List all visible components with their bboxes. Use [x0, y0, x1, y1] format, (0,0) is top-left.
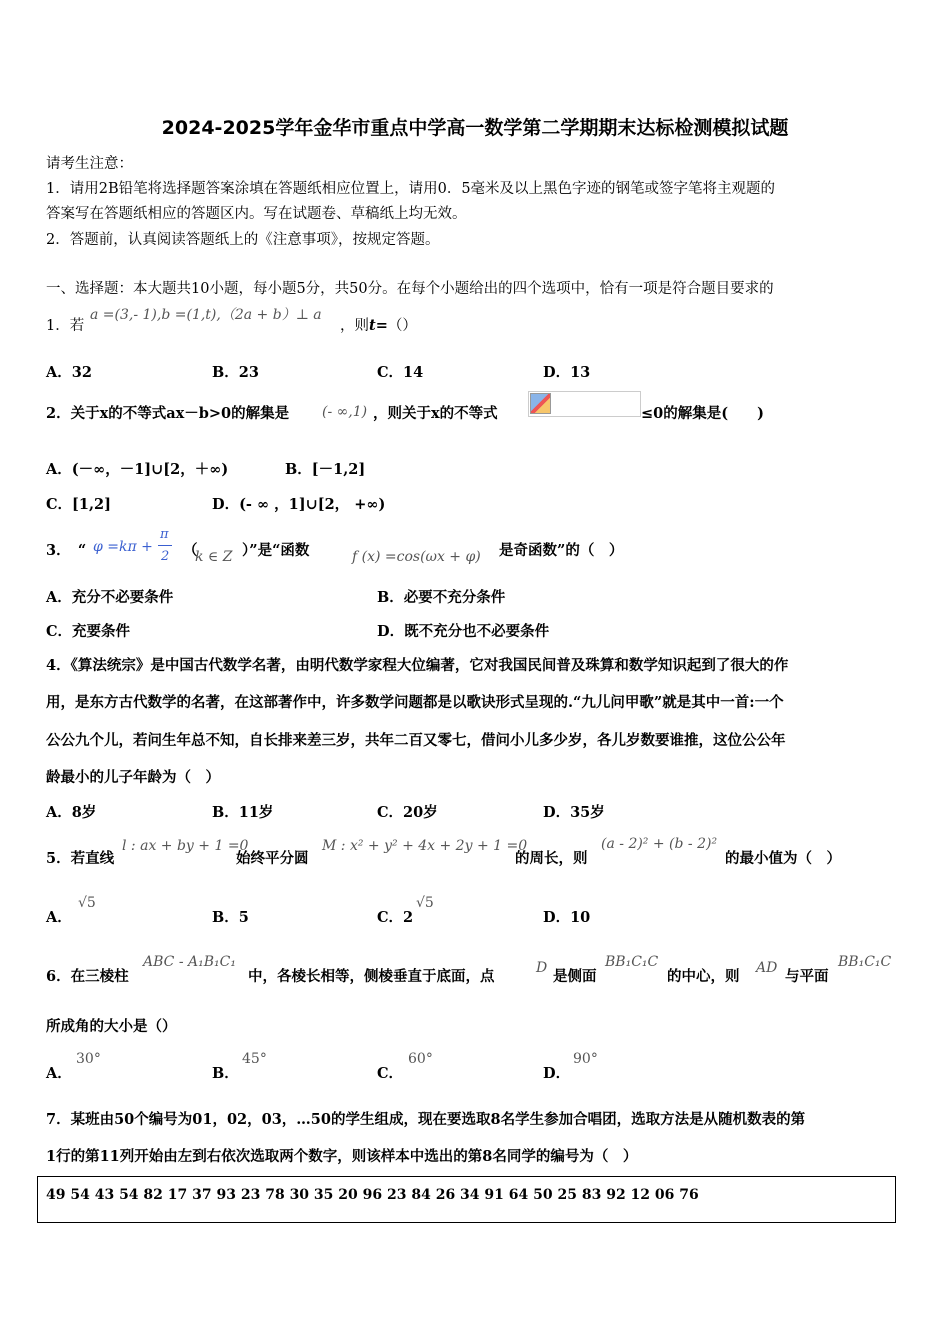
q5-mid: 始终平分圆 [236, 850, 309, 867]
q6-ad: AD [756, 960, 778, 976]
q5-prefix: 5．若直线 [46, 850, 115, 867]
table-row [38, 1177, 896, 1223]
q1-math: a =(3,- 1),b =(1,t),（2a + b）⊥ a [90, 307, 322, 323]
notice-line-2: 2．答题前，认真阅读答题纸上的《注意事项》，按规定答题。 [46, 232, 440, 248]
q5-circle-eq: M : x² + y² + 4x + 2y + 1 =0 [322, 838, 528, 854]
q3-func: f (x) =cos(ωx + φ) [352, 549, 481, 565]
q4-option-d: D．35岁 [543, 804, 605, 821]
q6-line-2: 所成角的大小是（） [46, 1018, 177, 1035]
q1-suffix-text: ，则 [340, 318, 369, 334]
q2-text-b: ，则关于x的不等式 [373, 405, 498, 422]
q7-line-1: 7．某班由50个编号为01，02，03，…50的学生组成，现在要选取8名学生参加合唱团，选取方法是从随机数表的第 [46, 1111, 806, 1128]
q6-face: BB₁C₁C [605, 954, 659, 970]
q6-option-d: D． [543, 1065, 571, 1082]
q6-option-d-angle: 90° [573, 1051, 598, 1067]
q2-option-c: C．[1,2] [46, 496, 111, 513]
q5-expr: (a - 2)² + (b - 2)² [601, 836, 718, 852]
notice-line-1a: 1．请用2B铅笔将选择题答案涂填在答题纸相应位置上，请用0．5毫米及以上黑色字迹的钢笔或签字笔将主观题的 [46, 181, 776, 197]
q4-option-c: C．20岁 [377, 804, 438, 821]
q3-suffix: 是奇函数”的（ ） [499, 542, 624, 559]
notice-line-1b: 答案写在答题纸相应的答题区内。写在试题卷、草稿纸上均无效。 [46, 206, 467, 222]
q4-line-3: 公公九个儿，若问生年总不知，自长排来差三岁，共年二百又零七，借问小儿多少岁，各儿岁数要谁推，这位公公年 [46, 732, 786, 749]
notice-heading: 请考生注意： [46, 156, 133, 172]
q6-option-b-angle: 45° [242, 1051, 267, 1067]
image-placeholder-icon [530, 393, 551, 414]
q4-line-2: 用，是东方古代数学的名著，在这部著作中，许多数学问题都是以歌诀形式呈现的.“九儿问甲歌”就是其中一首:一个 [46, 694, 784, 711]
q4-option-a: A．8岁 [46, 804, 97, 821]
q4-option-b: B．11岁 [212, 804, 274, 821]
q5-line-eq: l : ax + by + 1 =0 [122, 838, 249, 854]
q5-option-d: D．10 [543, 909, 591, 926]
q1-suffix [340, 314, 417, 335]
q3-lparen: （ [183, 542, 198, 559]
q6-mid: 中，各棱长相等，侧棱垂直于底面，点 [248, 968, 495, 985]
page-title: 2024-2025学年金华市重点中学高一数学第二学期期末达标检测模拟试题 [161, 117, 789, 139]
q6-face2: BB₁C₁C [838, 954, 892, 970]
q5-option-c: C．2 [377, 909, 414, 926]
q5-option-a-value: √5 [78, 895, 96, 911]
q4-line-1: 4．《算法统宗》是中国古代数学名著，由明代数学家程大位编著，它对我国民间普及珠算和数学知识起到了很大的作 [46, 657, 789, 674]
q3-option-c: C．充要条件 [46, 623, 131, 640]
q6-mid4: 与平面 [785, 968, 829, 985]
q3-prefix: 3． “ [46, 542, 87, 559]
random-number-table [37, 1176, 896, 1223]
q6-mid2: 是侧面 [553, 968, 597, 985]
q3-frac-bar [158, 545, 172, 546]
q3-frac-num: π [160, 527, 169, 542]
q2-text-a: 2．关于x的不等式ax－b>0的解集是 [46, 405, 290, 422]
q1-prefix: 1．若 [46, 318, 85, 334]
q6-point-d: D [536, 960, 548, 976]
q6-option-c-angle: 60° [408, 1051, 433, 1067]
q5-option-a: A． [46, 909, 72, 926]
q3-mid: ）”是“函数 [242, 542, 310, 559]
q6-option-c: C． [377, 1065, 404, 1082]
q6-prism: ABC - A₁B₁C₁ [143, 954, 236, 970]
q6-option-a: A． [46, 1065, 72, 1082]
q7-line-2: 1行的第11列开始由左到右依次选取两个数字，则该样本中选出的第8名同学的编号为（ ） [46, 1148, 638, 1165]
q3-option-a: A．充分不必要条件 [46, 589, 174, 606]
q3-option-d: D．既不充分也不必要条件 [377, 623, 550, 640]
q5-option-c-value: √5 [416, 895, 434, 911]
broken-image-icon [528, 391, 641, 417]
q2-option-b: B．[－1,2] [285, 461, 366, 478]
q2-option-a: A．(－∞，－1]∪[2，＋∞) [46, 461, 229, 478]
q2-interval: (- ∞,1) [322, 404, 368, 420]
q3-option-b: B．必要不充分条件 [377, 589, 506, 606]
q1-option-d: D．13 [543, 364, 591, 381]
q3-frac-den: 2 [161, 549, 170, 564]
q6-option-a-angle: 30° [76, 1051, 101, 1067]
q5-option-b: B．5 [212, 909, 249, 926]
section-heading: 一、选择题：本大题共10小题，每小题5分，共50分。在每个小题给出的四个选项中，恰有一项是符合题目要求的 [46, 281, 774, 297]
q2-option-d: D．(- ∞ ，1]∪[2， +∞) [212, 496, 386, 513]
q5-mid2: 的周长，则 [515, 850, 588, 867]
q6-option-b: B． [212, 1065, 239, 1082]
q1-option-b: B．23 [212, 364, 259, 381]
q5-suffix: 的最小值为（ ） [725, 850, 841, 867]
q3-phi: φ =kπ + [93, 539, 153, 555]
q3-kz: k ∈ Z [195, 549, 233, 565]
q2-text-c: ≤0的解集是( ) [641, 405, 764, 422]
q1-paren: （） [387, 318, 417, 334]
q1-option-c: C．14 [377, 364, 424, 381]
q4-line-4: 龄最小的儿子年龄为（ ） [46, 769, 220, 786]
q1-option-a: A．32 [46, 364, 92, 381]
q6-prefix: 6．在三棱柱 [46, 968, 129, 985]
q6-mid3: 的中心，则 [667, 968, 740, 985]
q1-var: t= [369, 317, 388, 334]
table-cell: 49 54 43 54 82 17 37 93 23 78 30 35 20 96 23 84 26 34 91 64 50 25 83 92 12 06 76 [46, 1187, 699, 1203]
